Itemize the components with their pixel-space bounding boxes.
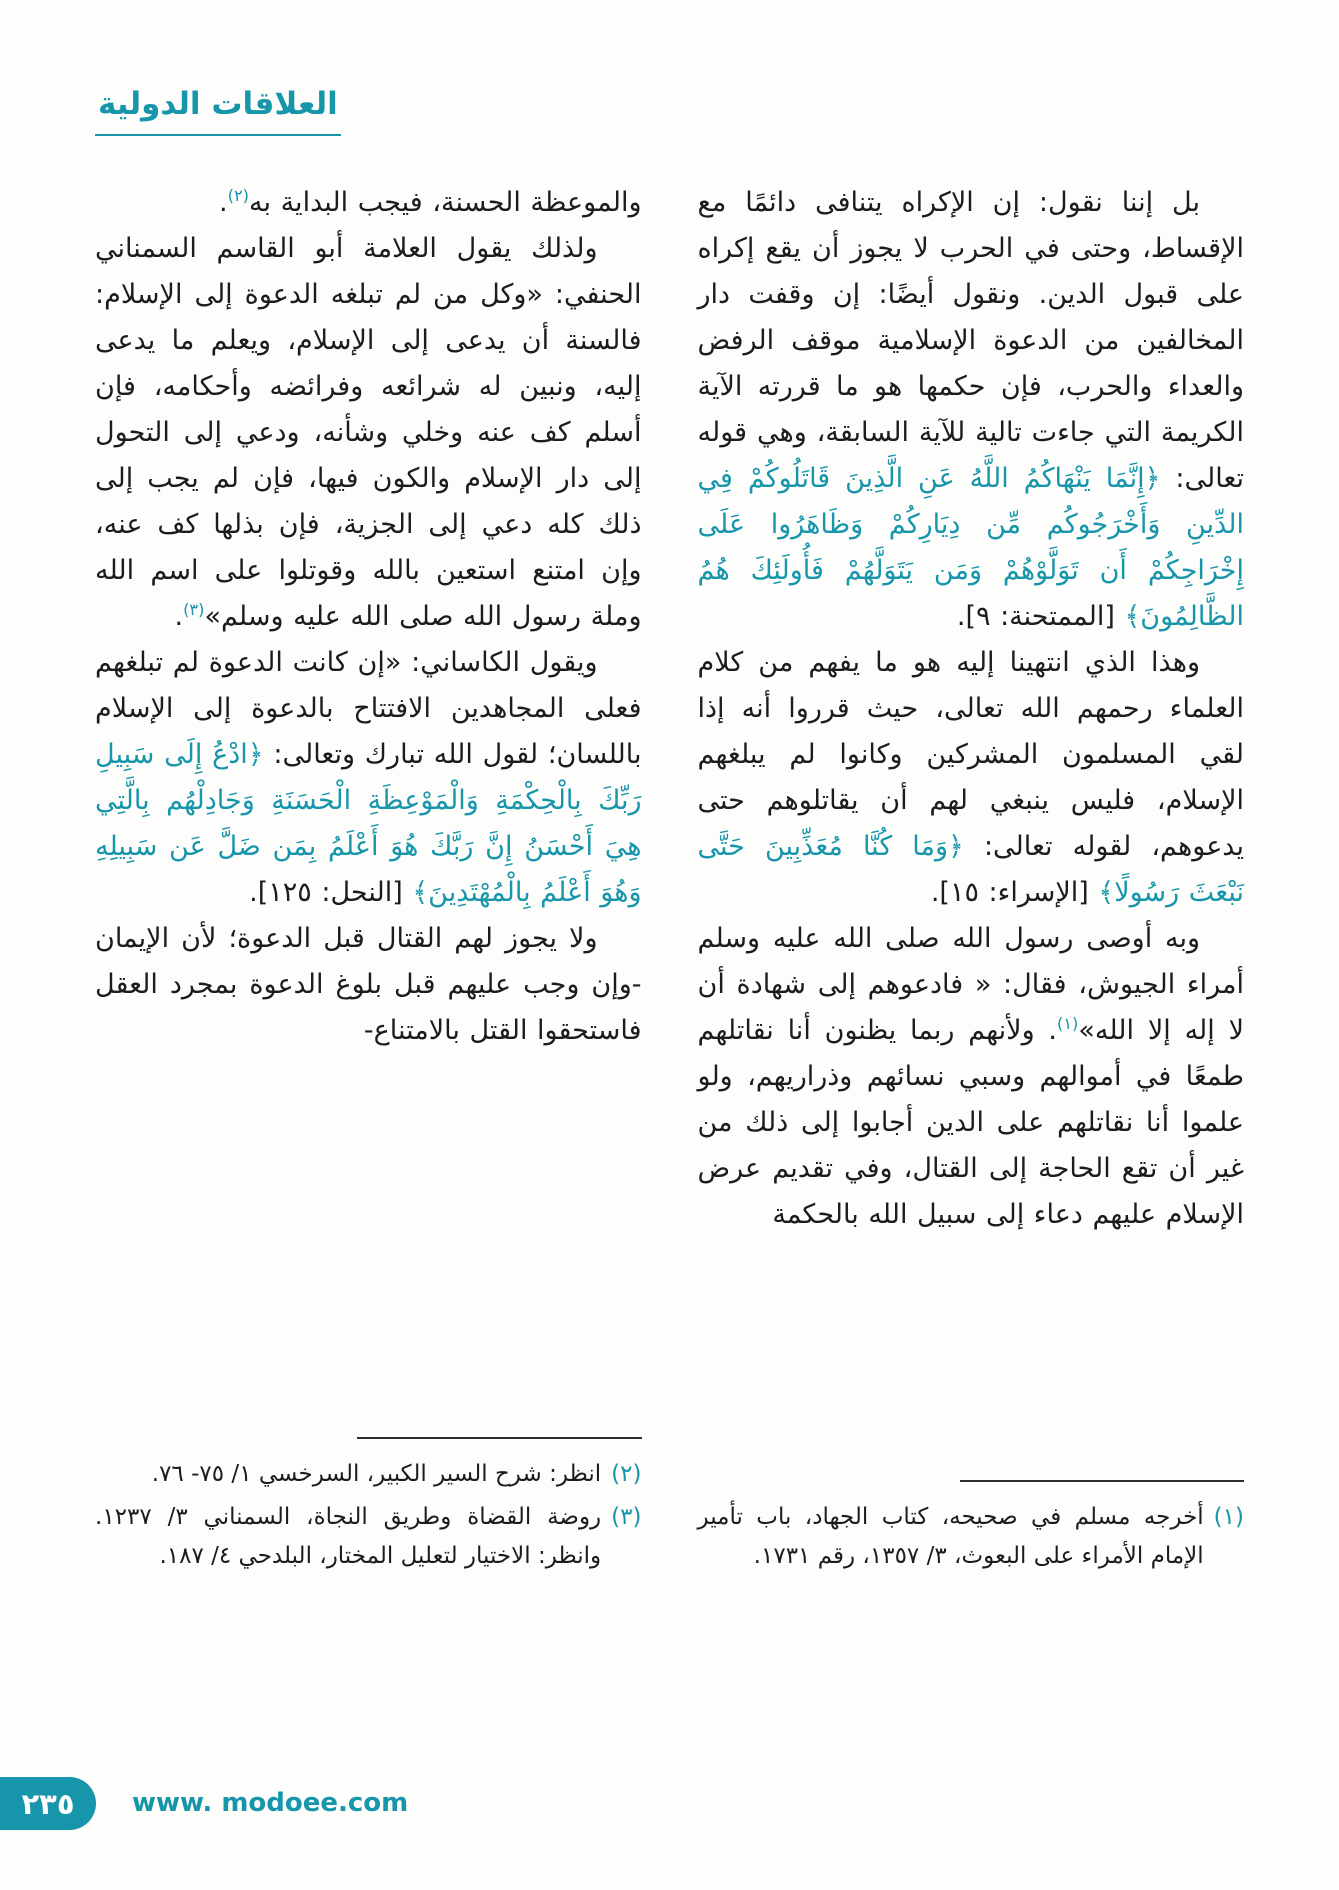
- body-text: والموعظة الحسنة، فيجب البداية به: [249, 187, 642, 218]
- verse-reference: [الإسراء: ١٥].: [930, 877, 1099, 908]
- body-text: ويقول الكاساني: «إن كانت الدعوة لم تبلغهم فعلى المجاهدين الافتتاح بالدعوة إلى الإسلام باللسان؛ لقول الله تبارك وتعالى:: [95, 647, 642, 770]
- website-text: www. modoee.com: [132, 1788, 409, 1818]
- footnote-text: أخرجه مسلم في صحيحه، كتاب الجهاد، باب تأمير الإمام الأمراء على البعوث، ٣/ ١٣٥٧، رقم ١٧٣١.: [697, 1504, 1204, 1569]
- footnote-text: روضة القضاة وطريق النجاة، السمناني ٣/ ١٢٣٧. وانظر: الاختيار لتعليل المختار، البلدحي ٤/ ١٨٧.: [95, 1504, 602, 1569]
- footnote-number: (١): [1213, 1504, 1244, 1530]
- paragraph: [95, 226, 642, 640]
- verse-reference: [النحل: ١٢٥].: [249, 877, 413, 908]
- body-text: ولا يجوز لهم القتال قبل الدعوة؛ لأن الإيمان -وإن وجب عليهم قبل بلوغ الدعوة بمجرد العقل فاستحقوا القتل بالامتناع-: [95, 923, 642, 1046]
- footnotes-left: [95, 1423, 642, 1580]
- paragraph: [95, 916, 642, 1054]
- page-number: ٢٣٥: [21, 1786, 75, 1821]
- footnote-marker: (٢): [227, 186, 249, 205]
- body-text: وهذا الذي انتهينا إليه هو ما يفهم من كلام العلماء رحمهم الله تعالى، حيث قرروا أنه إذا لقي المسلمون المشركين وكانوا لم يبلغهم الإسلام، فليس ينبغي لهم أن يقاتلوهم حتى يدعوهم، لقوله تعالى:: [697, 647, 1244, 862]
- body-text: ولذلك يقول العلامة أبو القاسم السمناني الحنفي: «وكل من لم تبلغه الدعوة إلى الإسلام: فالسنة أن يدعى إلى الإسلام، ويعلم ما يدعى إليه، ونبين له شرائعه وفرائضه وأحكامه، فإن أسلم كف عنه وخلي وشأنه، ودعي إلى التحول إلى دار الإسلام والكون فيها، فإن لم يجب إلى ذلك كله دعي إلى الجزية، فإن بذلها كف عنه، وإن امتنع استعين بالله وقوتلوا على اسم الله وملة رسول الله صلى الله عليه وسلم»: [95, 233, 642, 632]
- footnote: [95, 1455, 642, 1494]
- verse-reference: [الممتحنة: ٩].: [956, 601, 1125, 632]
- column-left: [95, 180, 642, 1580]
- footnote-text: انظر: شرح السير الكبير، السرخسي ١/ ٧٥- ٧٦.: [151, 1461, 602, 1487]
- page-content: [95, 180, 1244, 1580]
- quran-verse: ﴿وَمَا كُنَّا مُعَذِّبِينَ حَتَّى نَبْعَثَ رَسُولًا﴾: [697, 831, 1244, 908]
- column-right: [698, 180, 1245, 1580]
- footnote: [95, 1498, 642, 1576]
- body-text: . ولأنهم ربما يظنون أنا نقاتلهم طمعًا في أموالهم وسبي نسائهم وذراريهم، ولو علموا أنا نقاتلهم على الدين أجابوا إلى ذلك من غير أن تقع الحاجة إلى القتال، وفي تقديم عرض الإسلام عليهم دعاء إلى سبيل الله بالحكمة: [697, 1015, 1244, 1230]
- footnote-marker: (٣): [183, 600, 205, 619]
- footnote-marker: (١): [1057, 1014, 1079, 1033]
- quran-verse: ﴿ادْعُ إِلَى سَبِيلِ رَبِّكَ بِالْحِكْمَةِ وَالْمَوْعِظَةِ الْحَسَنَةِ وَجَادِلْهُم بِالَّتِي هِيَ أَحْسَنُ إِنَّ رَبَّكَ هُوَ أَعْلَمُ بِمَن ضَلَّ عَن سَبِيلِهِ وَهُوَ أَعْلَمُ بِالْمُهْتَدِينَ﴾: [95, 739, 642, 908]
- footnote-number: (٢): [611, 1461, 642, 1487]
- paragraph: [698, 640, 1245, 916]
- paragraph: [95, 640, 642, 916]
- page-number-badge: [0, 1777, 96, 1830]
- body-text: .: [219, 187, 228, 218]
- paragraph: [698, 180, 1245, 640]
- paragraph: [698, 916, 1245, 1238]
- footnotes-right: [698, 1466, 1245, 1580]
- body-text: .: [174, 601, 184, 632]
- footnote: [698, 1498, 1245, 1576]
- book-title: العلاقات الدولية: [95, 86, 341, 136]
- footnote-number: (٣): [611, 1504, 642, 1530]
- quran-verse: ﴿إِنَّمَا يَنْهَاكُمُ اللَّهُ عَنِ الَّذِينَ قَاتَلُوكُمْ فِي الدِّينِ وَأَخْرَجُوكُم مِّن دِيَارِكُمْ وَظَاهَرُوا عَلَى إِخْرَاجِكُمْ أَن تَوَلَّوْهُمْ وَمَن يَتَوَلَّهُمْ فَأُولَئِكَ هُمُ الظَّالِمُونَ﴾: [697, 463, 1244, 632]
- footnote-separator: [357, 1437, 641, 1439]
- page-header: [95, 86, 1244, 150]
- body-text: بل إننا نقول: إن الإكراه يتنافى دائمًا مع الإقساط، وحتى في الحرب لا يجوز أن يقع إكراه على قبول الدين. ونقول أيضًا: إن وقفت دار المخالفين من الدعوة الإسلامية موقف الرفض والعداء والحرب، فإن حكمها هو ما قررته الآية الكريمة التي جاءت تالية للآية السابقة، وهي قوله تعالى:: [697, 187, 1244, 494]
- footnote-separator: [960, 1480, 1244, 1482]
- paragraph: [95, 180, 642, 226]
- body-text: وبه أوصى رسول الله صلى الله عليه وسلم أمراء الجيوش، فقال: « فادعوهم إلى شهادة أن لا إله إلا الله»: [697, 923, 1244, 1046]
